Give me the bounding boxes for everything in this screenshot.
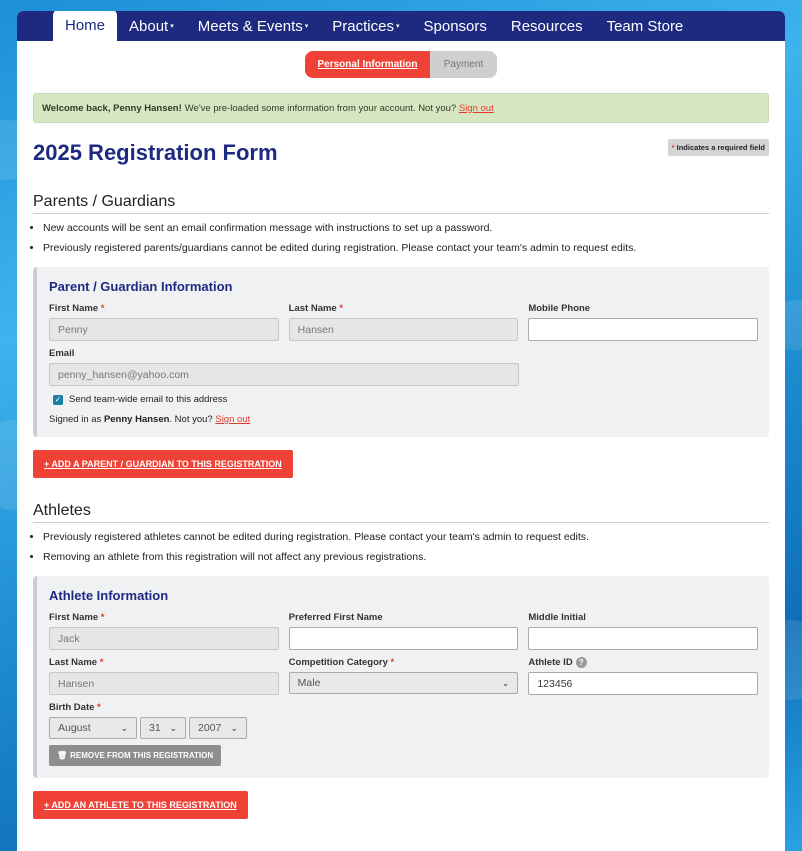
middle-initial-label: Middle Initial <box>528 612 586 623</box>
add-parent-button[interactable]: + ADD A PARENT / GUARDIAN TO THIS REGISTRATION <box>33 450 293 478</box>
preferred-first-name-label: Preferred First Name <box>288 612 383 623</box>
nav-item-home[interactable] <box>53 11 117 41</box>
add-athlete-button[interactable]: + ADD AN ATHLETE TO THIS REGISTRATION <box>33 791 248 819</box>
caret-down-icon: ▾ <box>395 23 400 30</box>
athlete-first-name-label: First Name <box>49 612 99 623</box>
birth-day-select[interactable] <box>140 717 186 739</box>
nav-item-resources[interactable] <box>499 11 595 41</box>
signed-in-prefix: Signed in as <box>49 414 102 425</box>
athletes-heading: Athletes <box>33 502 769 523</box>
signed-in-text <box>49 414 758 425</box>
signed-in-suffix: . Not you? <box>169 414 213 425</box>
competition-category-value: Male <box>297 677 321 689</box>
nav-item-label: About <box>129 17 169 35</box>
nav-item-label: Team Store <box>606 17 684 35</box>
nav-item-meets-events[interactable] <box>186 11 321 41</box>
required-field-badge <box>668 139 769 156</box>
middle-initial-input[interactable] <box>528 627 758 650</box>
parents-bullet: • Previously registered parents/guardians cannot be edited during registration. Please contact your team's admin to request edits. <box>43 242 769 255</box>
nav-item-label: Meets & Events <box>197 17 303 35</box>
required-star: * <box>97 702 101 713</box>
team-email-checkbox-row <box>53 394 758 405</box>
nav-item-label: Home <box>65 17 106 34</box>
birth-year-select[interactable] <box>189 717 247 739</box>
preferred-first-name-input[interactable] <box>289 627 519 650</box>
registration-steps <box>17 51 785 78</box>
birth-date-selects <box>49 717 758 739</box>
step-payment[interactable]: Payment <box>430 51 497 78</box>
parent-last-name-label: Last Name <box>288 303 337 314</box>
alert-sign-out-link[interactable]: Sign out <box>458 102 494 114</box>
parent-last-name-input[interactable]: Hansen <box>289 318 519 341</box>
welcome-alert <box>33 93 769 123</box>
welcome-alert-text: We've pre-loaded some information from your account. Not you? <box>184 102 457 114</box>
parent-card-title: Parent / Guardian Information <box>49 279 233 294</box>
title-row <box>17 123 785 183</box>
birth-day-value: 31 <box>149 722 161 734</box>
parents-bullets <box>43 222 769 255</box>
caret-down-icon: ▾ <box>304 23 309 30</box>
page-container <box>17 11 785 851</box>
remove-athlete-label: REMOVE FROM THIS REGISTRATION <box>70 751 214 760</box>
nav-item-label: Practices <box>332 17 394 35</box>
email-input[interactable]: penny_hansen@yahoo.com <box>49 363 519 386</box>
parent-first-name-label: First Name <box>49 303 99 314</box>
parents-bullet: • New accounts will be sent an email confirmation message with instructions to set up a password. <box>43 222 769 235</box>
trash-icon: 🗑 <box>57 751 68 760</box>
required-text: Indicates a required field <box>676 143 765 152</box>
nav-item-label: Sponsors <box>423 17 487 35</box>
main-nav <box>17 11 785 41</box>
athlete-id-label: Athlete ID <box>528 657 573 669</box>
athlete-last-name-input[interactable]: Hansen <box>49 672 279 695</box>
athlete-card-title: Athlete Information <box>49 588 169 603</box>
welcome-alert-bold: Welcome back, Penny Hansen! <box>42 102 182 114</box>
remove-athlete-button[interactable] <box>49 745 221 766</box>
nav-item-practices[interactable] <box>320 11 411 41</box>
birth-month-value: August <box>58 722 91 734</box>
chevron-down-icon: ⌄ <box>169 722 177 733</box>
athlete-first-name-input[interactable]: Jack <box>49 627 279 650</box>
team-email-checkbox-label: Send team-wide email to this address <box>69 394 228 405</box>
athletes-bullets <box>43 531 769 564</box>
nav-item-team-store[interactable] <box>595 11 696 41</box>
caret-down-icon: ▾ <box>170 23 174 30</box>
athlete-last-name-label: Last Name <box>49 657 98 668</box>
team-email-checkbox[interactable]: ✓ <box>54 395 62 404</box>
mobile-phone-input[interactable] <box>528 318 758 341</box>
parent-first-name-input[interactable]: Penny <box>49 318 279 341</box>
athlete-id-input[interactable]: 123456 <box>528 672 758 695</box>
nav-item-label: Resources <box>510 17 583 35</box>
help-icon[interactable]: ? <box>576 657 587 668</box>
signed-in-name: Penny Hansen <box>103 414 170 425</box>
chevron-down-icon: ⌄ <box>501 677 510 688</box>
athletes-bullet: • Previously registered athletes cannot be edited during registration. Please contact your team's admin to request edits. <box>43 531 769 544</box>
athlete-card <box>33 576 769 778</box>
required-star: * <box>339 303 344 314</box>
parents-heading: Parents / Guardians <box>33 193 769 214</box>
required-star: * <box>100 303 105 314</box>
birth-date-label: Birth Date <box>49 702 95 713</box>
birth-month-select[interactable] <box>49 717 137 739</box>
parent-guardian-card <box>33 267 769 437</box>
card-sign-out-link[interactable]: Sign out <box>215 414 251 425</box>
nav-item-sponsors[interactable] <box>412 11 499 41</box>
competition-category-label: Competition Category <box>288 657 388 668</box>
chevron-down-icon: ⌄ <box>120 722 128 733</box>
step-personal-information[interactable]: Personal Information <box>305 51 430 78</box>
page-title: 2025 Registration Form <box>33 140 278 165</box>
required-star: * <box>100 612 105 623</box>
competition-category-select[interactable] <box>289 672 519 694</box>
chevron-down-icon: ⌄ <box>230 722 238 733</box>
birth-year-value: 2007 <box>198 722 222 734</box>
athletes-bullet: • Removing an athlete from this registration will not affect any previous registrations. <box>43 551 769 564</box>
mobile-phone-label: Mobile Phone <box>528 303 591 314</box>
required-star: * <box>390 657 395 668</box>
email-label: Email <box>49 348 75 359</box>
required-star: * <box>99 657 104 668</box>
nav-item-about[interactable] <box>117 11 186 41</box>
required-star: * <box>671 143 675 152</box>
